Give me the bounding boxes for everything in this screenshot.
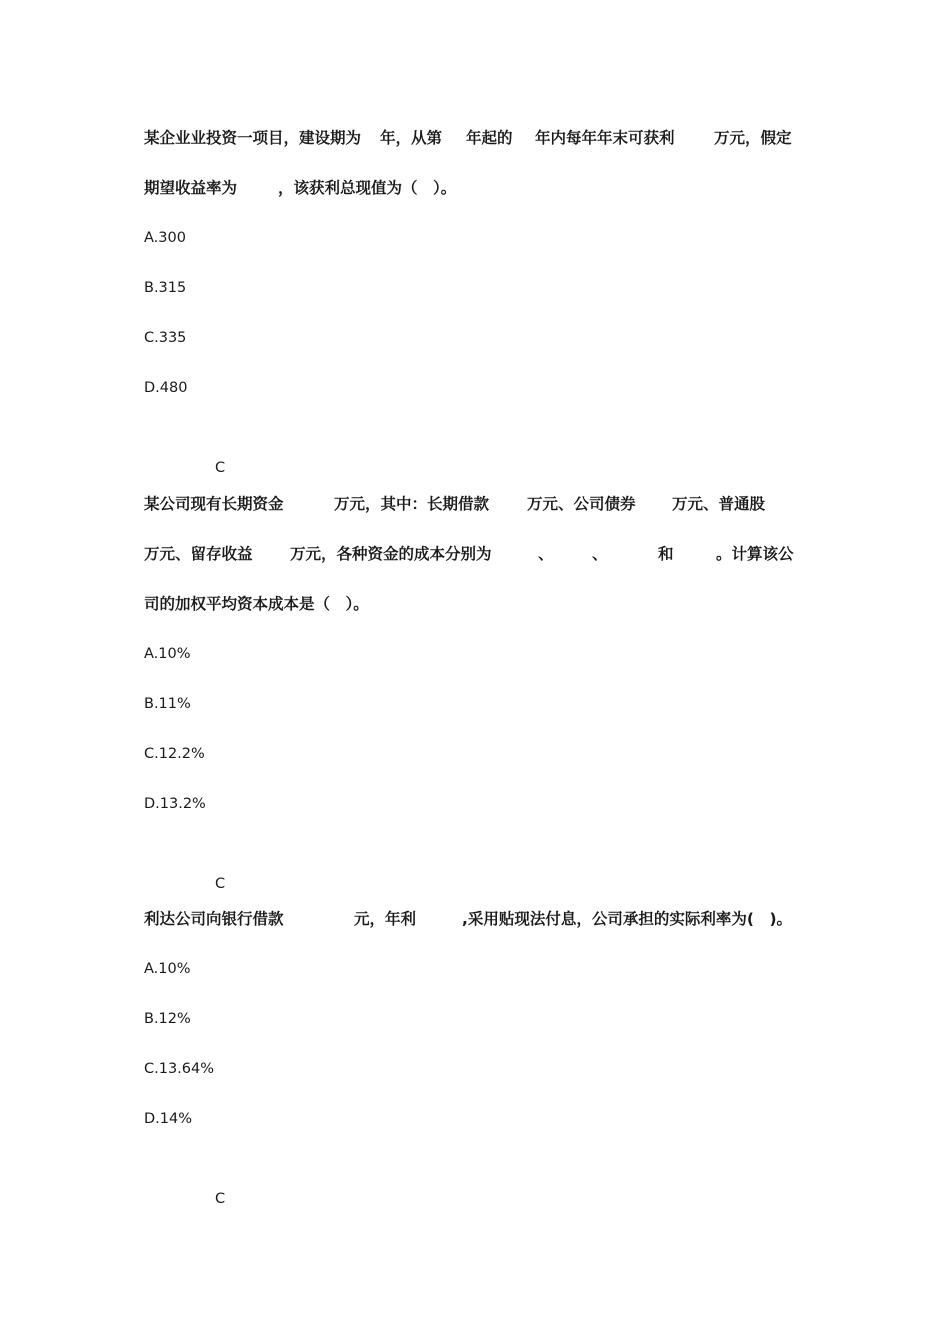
question-text: 、 [592, 545, 608, 563]
question-text: 。计算该公 [716, 545, 794, 563]
question-text: 和 [658, 545, 674, 563]
question-text: 万元，假定 [714, 129, 792, 147]
option-d: D.480 [144, 380, 188, 396]
option-a: A.10% [144, 961, 191, 977]
question-text: 年内每年年末可获利 [535, 129, 675, 147]
question-2-line-1 [144, 492, 824, 516]
option-c: C.13.64% [144, 1061, 215, 1077]
question-text: 司的加权平均资本成本是（ ）。 [144, 595, 369, 613]
answer: C [215, 1191, 226, 1207]
question-3-line-1 [144, 907, 824, 931]
question-text: 某公司现有长期资金 [144, 495, 284, 513]
question-2-line-2 [144, 542, 824, 566]
question-2-line-3 [144, 592, 824, 616]
question-text: 万元，各种资金的成本分别为 [290, 545, 492, 563]
answer: C [215, 460, 226, 476]
question-text: 年起的 [466, 129, 513, 147]
option-c: C.12.2% [144, 746, 205, 762]
option-b: B.11% [144, 696, 191, 712]
question-1-line-1 [144, 126, 824, 150]
question-text: ,采用贴现法付息，公司承担的实际利率为( )。 [462, 910, 793, 928]
question-1-line-2 [144, 176, 824, 200]
question-text: 万元、留存收益 [144, 545, 253, 563]
question-text: 元，年利 [354, 910, 417, 928]
option-d: D.14% [144, 1111, 193, 1127]
option-b: B.12% [144, 1011, 191, 1027]
question-text: 万元、公司债券 [527, 495, 636, 513]
answer: C [215, 876, 226, 892]
question-text: 万元，其中：长期借款 [334, 495, 490, 513]
question-text: 万元、普通股 [672, 495, 766, 513]
question-text: 某企业业投资一项目，建设期为 [144, 129, 362, 147]
question-text: ，该获利总现值为（ ）。 [278, 179, 457, 197]
option-a: A.300 [144, 230, 186, 246]
question-text: 年，从第 [380, 129, 443, 147]
option-d: D.13.2% [144, 796, 206, 812]
option-a: A.10% [144, 646, 191, 662]
option-b: B.315 [144, 280, 187, 296]
option-c: C.335 [144, 330, 187, 346]
question-text: 利达公司向银行借款 [144, 910, 284, 928]
question-text: 、 [538, 545, 554, 563]
question-text: 期望收益率为 [144, 179, 238, 197]
